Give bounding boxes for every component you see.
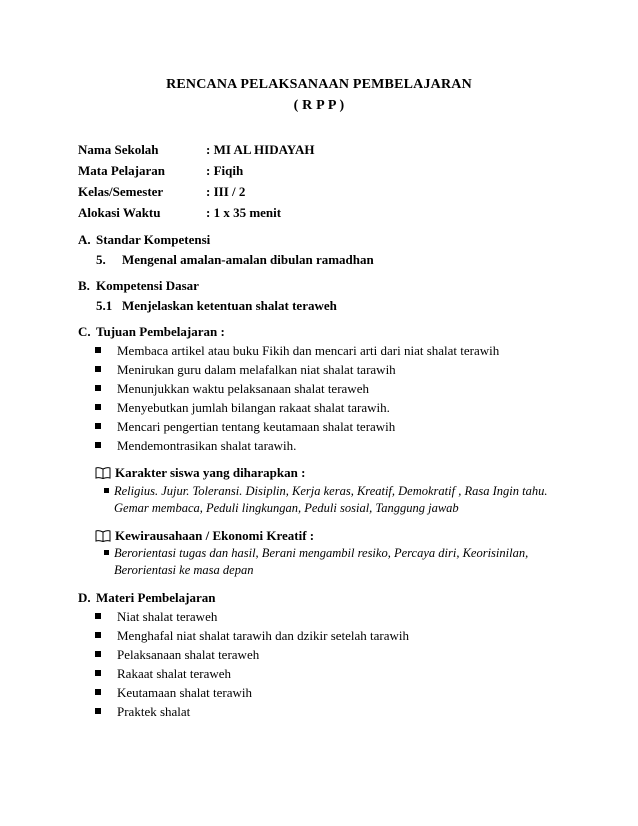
section-letter: D. xyxy=(78,590,91,605)
book-icon xyxy=(95,529,111,546)
section-letter: A. xyxy=(78,232,91,247)
section-title: Materi Pembelajaran xyxy=(96,590,216,605)
bullet-square-icon xyxy=(104,488,109,493)
section-b-item xyxy=(96,298,337,314)
document-subtitle: ( R P P ) xyxy=(293,98,345,113)
identity-label: Alokasi Waktu xyxy=(78,205,161,220)
section-a-heading xyxy=(78,232,210,248)
document-title: RENCANA PELAKSANAAN PEMBELAJARAN xyxy=(166,77,472,92)
section-b-heading xyxy=(78,278,199,294)
bullet-square-icon xyxy=(95,366,101,372)
section-c-heading xyxy=(78,324,225,340)
identity-value: : Fiqih xyxy=(206,163,244,178)
identity-label: Nama Sekolah xyxy=(78,142,159,157)
item-text: Mengenal amalan-amalan dibulan ramadhan xyxy=(122,252,374,267)
bullet-square-icon xyxy=(95,651,101,657)
identity-label: Kelas/Semester xyxy=(78,184,164,199)
karakter-heading xyxy=(95,465,305,483)
bullet-square-icon xyxy=(95,632,101,638)
bullet-square-icon xyxy=(95,708,101,714)
identity-label: Mata Pelajaran xyxy=(78,163,166,178)
kewirausahaan-title: Kewirausahaan / Ekonomi Kreatif : xyxy=(115,528,315,543)
karakter-values-cont: Gemar membaca, Peduli lingkungan, Peduli sosial, Tanggung jawab xyxy=(114,501,459,515)
bullet-square-icon xyxy=(95,613,101,619)
book-icon xyxy=(95,466,111,483)
bullet-square-icon xyxy=(95,442,101,448)
bullet-square-icon xyxy=(95,347,101,353)
section-title: Tujuan Pembelajaran : xyxy=(96,324,225,339)
section-d-heading xyxy=(78,590,215,606)
section-title: Standar Kompetensi xyxy=(96,232,211,247)
bullet-square-icon xyxy=(95,423,101,429)
bullet-square-icon xyxy=(95,385,101,391)
document-page: RENCANA PELAKSANAAN PEMBELAJARAN ( R P P ) Nama Sekolah : MI AL HIDAYAH Mata Pelajaran : Fiqih Kelas/Semester : III / 2 Alokasi Waktu : 1 x 35 menit A. Standar Kompetensi 5. Mengenal amalan-amalan dibulan ramadhan B. Kompetensi Dasar 5.1 Menjelaskan ketentuan shalat teraweh C. Tujuan Pembelajaran : Membaca artikel atau buku Fikih dan mencari arti dari niat shalat terawih Menirukan guru dalam melafalkan niat shalat tarawih Menunjukkan waktu pelaksanaan shalat teraweh Menyebutkan jumlah bilangan rakaat shalat tarawih. Mencari pengertian tentang keutamaan shalat terawih Mendemontrasikan shalat tarawih. Karakter siswa yang diharapkan : Religius. Jujur. Toleransi. Disiplin, Kerja keras, Kreatif, Demokratif , Rasa Ingin tahu. Gemar membaca, Peduli lingkungan, Peduli sosial, Tanggung jawab Kewirausahaan / Ekonomi Kreatif : Berorientasi tugas dan hasil, Berani mengambil resiko, Percaya diri, Keorisinilan, Berorientasi ke masa depan D. Materi Pembelajaran Niat shalat teraweh Menghafal niat shalat tarawih dan dzikir setelah tarawih Pelaksanaan shalat teraweh Rakaat shalat teraweh Keutamaan shalat terawih Praktek shalat xyxy=(0,0,638,826)
bullet-square-icon xyxy=(95,670,101,676)
section-title: Kompetensi Dasar xyxy=(96,278,199,293)
bullet-square-icon xyxy=(95,689,101,695)
karakter-title: Karakter siswa yang diharapkan : xyxy=(115,465,306,480)
identity-value: : 1 x 35 menit xyxy=(206,205,282,220)
section-a-item xyxy=(96,252,374,268)
kewirausahaan-values-cont: Berorientasi ke masa depan xyxy=(114,563,254,577)
bullet-square-icon xyxy=(104,550,109,555)
kewirausahaan-heading xyxy=(95,528,314,546)
item-number: 5. xyxy=(96,252,106,267)
bullet-square-icon xyxy=(95,404,101,410)
identity-value: : III / 2 xyxy=(206,184,246,199)
item-text: Menjelaskan ketentuan shalat teraweh xyxy=(122,298,337,313)
identity-value: : MI AL HIDAYAH xyxy=(206,142,315,157)
item-number: 5.1 xyxy=(96,298,113,313)
section-letter: C. xyxy=(78,324,91,339)
section-letter: B. xyxy=(78,278,90,293)
